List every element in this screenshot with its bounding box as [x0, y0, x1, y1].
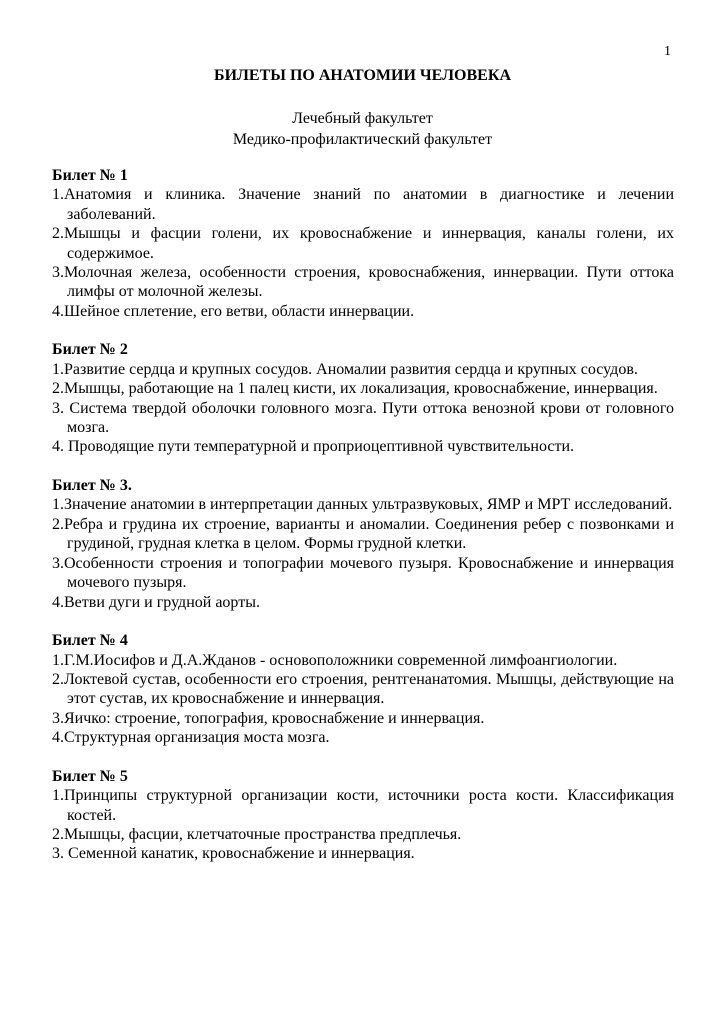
question-item: 2.Мышцы и фасции голени, их кровоснабжение и иннервация, каналы голени, их содержимое. [52, 225, 674, 262]
question-item: 2.Мышцы, фасции, клетчаточные пространства предплечья. [52, 825, 462, 843]
ticket-title: Билет № 3. [52, 477, 132, 495]
question-item: 2.Мышцы, работающие на 1 палец кисти, их локализация, кровоснабжение, иннервация. [52, 380, 658, 398]
ticket-title: Билет № 1 [52, 167, 128, 184]
document-title: БИЛЕТЫ ПО АНАТОМИИ ЧЕЛОВЕКА [213, 67, 511, 84]
faculty-line: Медико-профилактический факультет [232, 131, 493, 148]
ticket-title: Билет № 5 [52, 767, 128, 785]
faculty-line: Лечебный факультет [292, 110, 433, 127]
ticket-title: Билет № 4 [52, 632, 128, 650]
question-item: 1.Развитие сердца и крупных сосудов. Аномалии развития сердца и крупных сосудов. [52, 360, 638, 378]
ticket [52, 166, 674, 321]
question-item: 3.Молочная железа, особенности строения, кровоснабжения, иннервации. Пути оттока лимфы от молочной железы. [52, 264, 674, 301]
question-item: 1.Значение анатомии в интерпретации данных ультразвуковых, ЯМР и МРТ исследований. [52, 496, 673, 514]
tickets-list [52, 166, 674, 883]
ticket [52, 631, 674, 747]
ticket-title: Билет № 2 [52, 341, 128, 359]
question-item: 1.Г.М.Иосифов и Д.А.Жданов - основоположники современной лимфоангиологии. [52, 651, 618, 669]
question-item: 3. Система твердой оболочки головного мозга. Пути оттока венозной крови от головного мозга. [52, 399, 674, 437]
question-item: 4. Проводящие пути температурной и проприоцептивной чувствительности. [52, 438, 575, 456]
question-item: 4.Шейное сплетение, его ветви, области иннервации. [52, 302, 415, 320]
question-item: 3.Особенности строения и топографии мочевого пузыря. Кровоснабжение и иннервация мочевого пузыря. [52, 554, 674, 592]
ticket [52, 476, 674, 612]
question-item: 2.Локтевой сустав, особенности его строения, рентгенанатомия. Мышцы, действующие на этот сустав, их кровоснабжение и иннервация. [52, 670, 674, 708]
ticket [52, 767, 674, 864]
question-item: 3.Яичко: строение, топография, кровоснабжение и иннервация. [52, 709, 485, 727]
page-number: 1 [664, 44, 671, 59]
question-item: 1.Анатомия и клиника. Значение знаний по анатомии в диагностике и лечении заболеваний. [52, 186, 674, 223]
faculties-block [0, 108, 725, 150]
question-item: 1.Принципы структурной организации кости, источники роста кости. Классификация костей. [52, 787, 674, 824]
question-item: 4.Структурная организация моста мозга. [52, 729, 330, 747]
ticket [52, 340, 674, 456]
question-item: 3. Семенной канатик, кровоснабжение и иннервация. [52, 845, 415, 863]
question-item: 4.Ветви дуги и грудной аорты. [52, 593, 260, 611]
question-item: 2.Ребра и грудина их строение, варианты и аномалии. Соединения ребер с позвонками и грудиной, грудная клетка в целом. Формы грудной клетки. [52, 515, 674, 553]
